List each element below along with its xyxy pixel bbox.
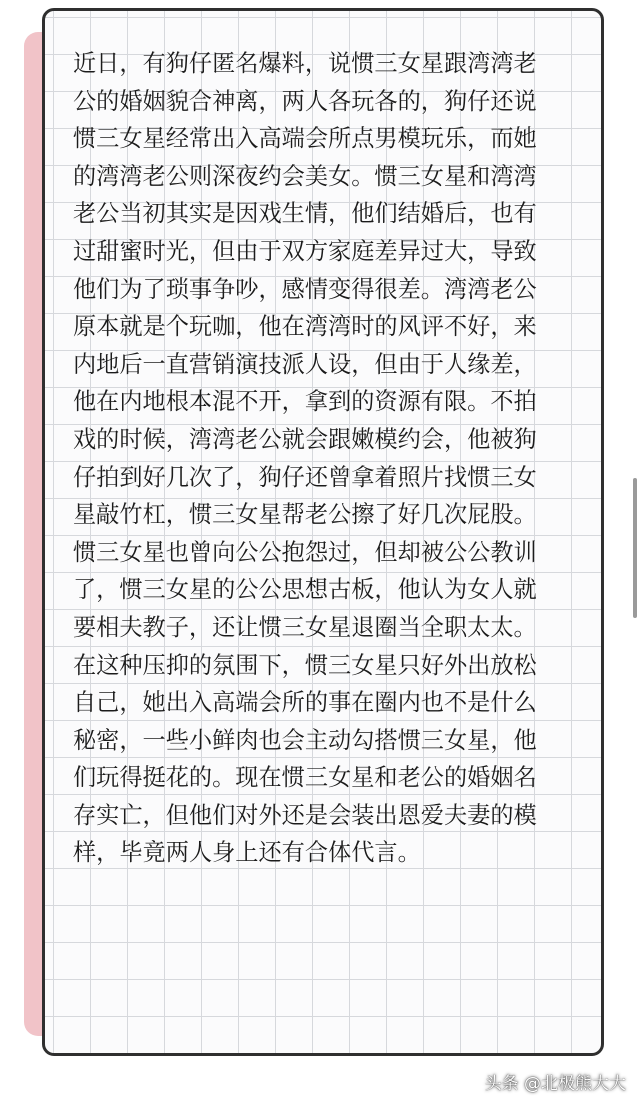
article-line: 在这种压抑的氛围下，惯三女星只好外出放松 bbox=[73, 651, 537, 679]
article-line: 老公当初其实是因戏生情，他们结婚后，也有 bbox=[73, 200, 537, 228]
article-line: 了，惯三女星的公公思想古板，他认为女人就 bbox=[73, 576, 537, 604]
article-line: 戏的时候，湾湾老公就会跟嫩模约会，他被狗 bbox=[73, 425, 537, 453]
article-line: 存实亡，但他们对外还是会装出恩爱夫妻的模 bbox=[73, 801, 537, 829]
scrollbar-thumb[interactable] bbox=[633, 478, 637, 618]
article-line: 他们为了琐事争吵，感情变得很差。湾湾老公 bbox=[73, 275, 537, 303]
article-line: 他在内地根本混不开，拿到的资源有限。不拍 bbox=[73, 388, 537, 416]
article-line: 惯三女星经常出入高端会所点男模玩乐，而她 bbox=[73, 125, 537, 153]
article-line: 要相夫教子，还让惯三女星退圈当全职太太。 bbox=[73, 613, 537, 641]
article-line: 近日，有狗仔匿名爆料，说惯三女星跟湾湾老 bbox=[73, 50, 537, 77]
article-line: 过甜蜜时光，但由于双方家庭差异过大，导致 bbox=[73, 237, 537, 265]
article-line: 秘密，一些小鲜肉也会主动勾搭惯三女星，他 bbox=[73, 726, 537, 754]
article-line: 惯三女星也曾向公公抱怨过，但却被公公教训 bbox=[73, 538, 537, 566]
article-line: 样，毕竟两人身上还有合体代言。 bbox=[73, 839, 421, 867]
article-line: 公的婚姻貌合神离，两人各玩各的，狗仔还说 bbox=[73, 87, 537, 115]
article-line: 自己，她出入高端会所的事在圈内也不是什么 bbox=[73, 689, 537, 717]
article-body bbox=[73, 45, 593, 872]
article-card bbox=[42, 8, 604, 1056]
article-line: 仔拍到好几次了，狗仔还曾拿着照片找惯三女 bbox=[73, 463, 537, 491]
article-line: 原本就是个玩咖，他在湾湾时的风评不好，来 bbox=[73, 313, 537, 341]
article-line: 们玩得挺花的。现在惯三女星和老公的婚姻名 bbox=[73, 764, 537, 792]
article-line: 的湾湾老公则深夜约会美女。惯三女星和湾湾 bbox=[73, 162, 537, 190]
article-line: 内地后一直营销演技派人设，但由于人缘差， bbox=[73, 350, 537, 378]
article-line: 星敲竹杠，惯三女星帮老公擦了好几次屁股。 bbox=[73, 501, 537, 529]
source-watermark: 头条 @北极熊大大 bbox=[484, 1074, 626, 1094]
